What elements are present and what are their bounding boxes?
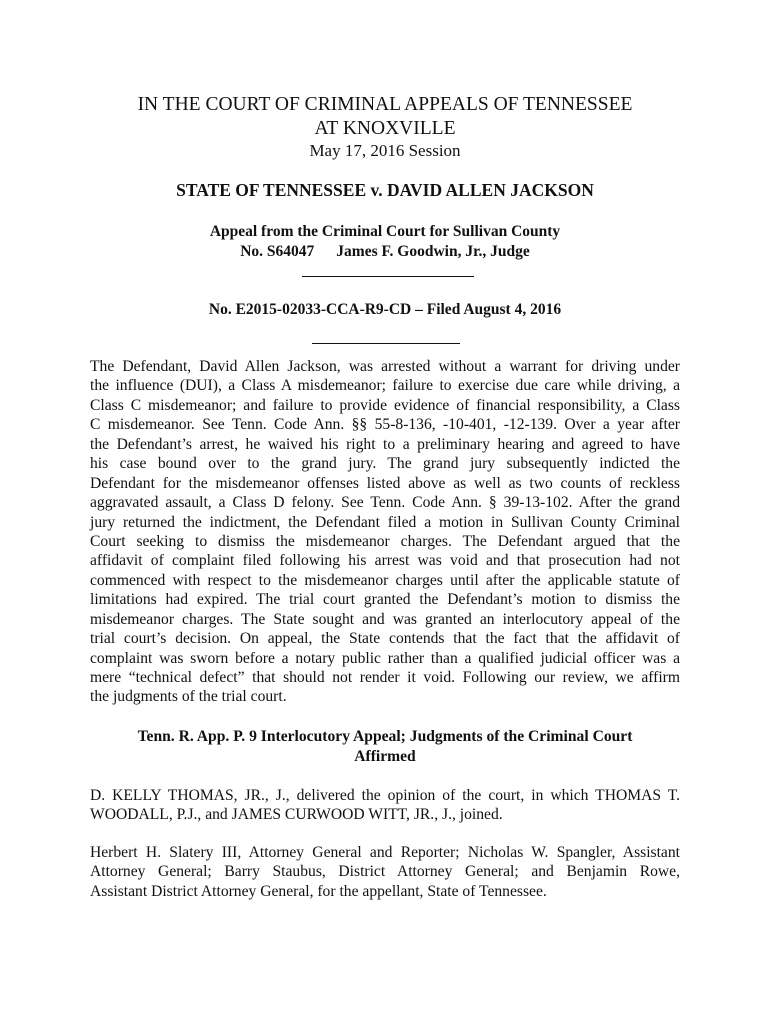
summary-line: Court seeking to dismiss the misdemeanor charges. The Defendant argued that the xyxy=(90,532,680,550)
counsel-listing xyxy=(90,843,680,901)
authors-line: D. KELLY THOMAS, JR., J., delivered the opinion of the court, in which THOMAS T. xyxy=(90,787,680,804)
summary-line: commenced with respect to the misdemeanor charges until after the applicable statute of xyxy=(90,571,680,589)
court-name: IN THE COURT OF CRIMINAL APPEALS OF TENNESSEE xyxy=(137,94,633,115)
summary-line: The Defendant, David Allen Jackson, was arrested without a warrant for driving under xyxy=(90,358,680,375)
summary-line: the judgments of the trial court. xyxy=(90,688,287,706)
summary-line: misdemeanor charges. The State sought and was granted an interlocutory appeal of the xyxy=(90,610,680,628)
case-title: STATE OF TENNESSEE v. DAVID ALLEN JACKSON xyxy=(176,180,594,200)
counsel-line: Herbert H. Slatery III, Attorney General and Reporter; Nicholas W. Spangler, Assistant xyxy=(90,844,680,861)
summary-line: Defendant for the misdemeanor offenses listed above as well as two counts of reckless xyxy=(90,474,680,492)
appeal-origin: Appeal from the Criminal Court for Sullivan County xyxy=(209,223,561,240)
summary-line: jury returned the indictment, the Defendant filed a motion in Sullivan County Criminal xyxy=(90,513,680,531)
summary-line: complaint was sworn before a notary public rather than a qualified judicial officer was a xyxy=(90,649,680,667)
holding-heading xyxy=(90,727,680,767)
docket-number: No. E2015-02033-CCA-R9-CD – Filed August 4, 2016 xyxy=(208,301,562,318)
authors-line: WOODALL, P.J., and JAMES CURWOOD WITT, JR., J., joined. xyxy=(90,806,503,824)
divider-rule xyxy=(302,276,474,277)
summary-line: aggravated assault, a Class D felony. See Tenn. Code Ann. § 39-13-102. After the grand xyxy=(90,494,680,512)
summary-line: limitations had expired. The trial court granted the Defendant’s motion to dismiss the xyxy=(90,591,680,609)
authoring-judges xyxy=(90,786,680,825)
holding-line: Tenn. R. App. P. 9 Interlocutory Appeal; Judgments of the Criminal Court xyxy=(137,728,633,745)
counsel-line: Assistant District Attorney General, for the appellant, State of Tennessee. xyxy=(90,882,547,900)
divider-rule xyxy=(312,343,460,344)
summary-line: his case bound over to the grand jury. The grand jury subsequently indicted the xyxy=(90,455,680,473)
counsel-line: Attorney General; Barry Staubus, District Attorney General; and Benjamin Rowe, xyxy=(90,863,680,881)
session-date: May 17, 2016 Session xyxy=(309,141,461,160)
summary-line: Class C misdemeanor; and failure to provide evidence of financial responsibility, a Class xyxy=(90,396,680,414)
trial-case-number: No. S64047 xyxy=(240,243,315,260)
case-summary xyxy=(90,357,680,707)
court-location: AT KNOXVILLE xyxy=(314,118,456,139)
summary-line: mere “technical defect” that should not render it void. Following our review, we affirm xyxy=(90,669,680,686)
summary-line: affidavit of complaint filed following his arrest was void and that prosecution had not xyxy=(90,552,680,570)
summary-line: C misdemeanor. See Tenn. Code Ann. §§ 55-8-136, -10-401, -12-139. Over a year after xyxy=(90,416,680,434)
summary-line: the influence (DUI), a Class A misdemeanor; failure to exercise due care while driving, a xyxy=(90,377,680,395)
holding-line: Affirmed xyxy=(354,748,416,765)
trial-judge: James F. Goodwin, Jr., Judge xyxy=(336,243,530,260)
appeal-case-info xyxy=(90,242,680,262)
summary-line: the Defendant’s arrest, he waived his right to a preliminary hearing and agreed to have xyxy=(90,435,680,453)
summary-line: trial court’s decision. On appeal, the State contends that the fact that the affidavit of xyxy=(90,630,680,648)
